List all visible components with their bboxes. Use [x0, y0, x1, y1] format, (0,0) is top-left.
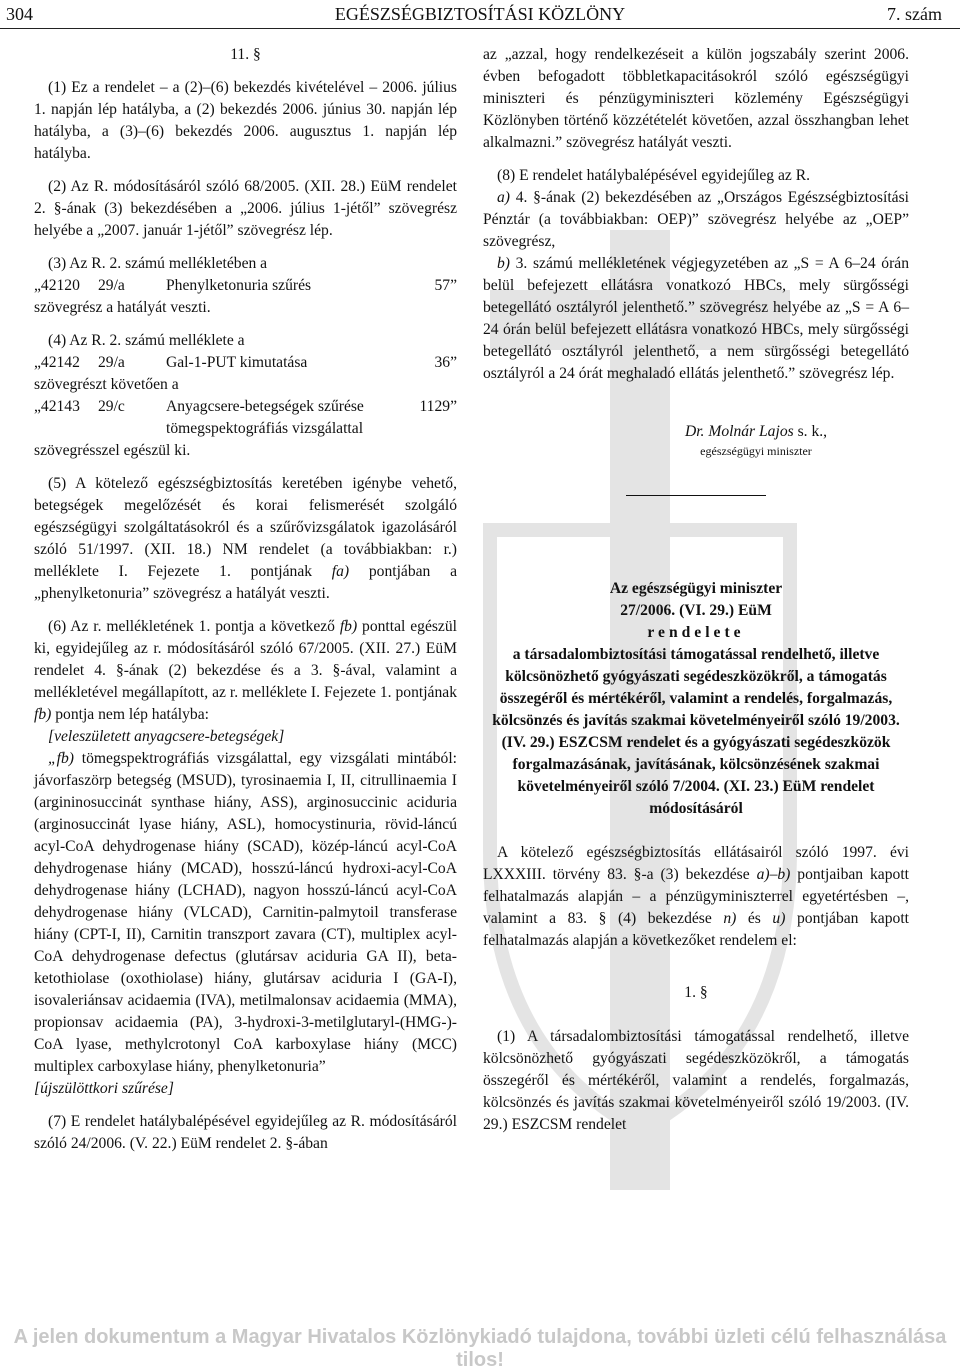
quoted-text: „fb) tömegspektrográfiás vizsgálattal, egy vizsgálati mintából: jávorfaszörp betegség (MSUD), tyrosinaemia I, II, citrullinaemia I (argininosuccinát synthase hiány, ASS), arginosuccinic aciduria (arginosuccinát lyase hiány, ASL), homocystinuria, rövid-láncú acyl-CoA dehydrogenase hiány (SCAD), közép-láncú acyl-CoA dehydrogenase hiány (MCAD), hosszú-láncú hydroxi-acyl-CoA dehydrogenase hiány (LCHAD), nagyon hosszú-láncú acyl-CoA dehydrogenase hiány (VLCAD), Carnitin-palmytoil transferase hiány (CPT-I, II), Carnitin transzport zavara (CT), multiplex acyl-CoA dehydrogenase defectus (glutársav aciduria GA II), beta-ketothiolase (oxothiolase) hiány, glutársav aciduria I (GA-I), isovaleriánsav acidaemia (IVA), metilmalonsav acidaemia (MMA), propionsav acidaemia (PA), 3-hydroxi-3-metilglutaryl-(HMG-)-CoA lyase, methylcrotonyl CoA karboxylase hiány (MCC) multiplex carboxylase hiány, phenylketonuria”	[34, 750, 457, 1075]
point-a: a) 4. §-ának (2) bekezdésében az „Országos Egészségbiztosítási Pénztár (a továbbiakban: OEP)” szövegrész helyébe az „OEP” szövegrész,	[483, 189, 909, 250]
regulation-title: a társadalombiztosítási támogatással rendelhető, illetve kölcsönözhető gyógyászati segédeszközökről, a támogatás összegéről és mértékéről, valamint a rendelés, forgalmazás, kölcsönzés és javítás szakmai követelményeiről szóló 19/2003. (IV. 29.) ESZCSM rendelet és a gyógyászati segédeszközök forgalmazásának, javításának, kölcsönzésének szakmai követelményeiről szóló 7/2004. (XI. 23.) EüM rendelet módosításáról	[492, 646, 900, 817]
paragraph-1-1: (1) A társadalombiztosítási támogatással rendelhető, illetve kölcsönözhető gyógyászati segédeszközökről, a támogatás összegéről és mértékéről, valamint a rendelés, forgalmazás, kölcsönzés és javítás szakmai követelményeiről szóló 19/2003. (IV. 29.) ESZCSM rendelet	[483, 1028, 909, 1133]
code-cell: „42120	[34, 277, 80, 294]
points-cell: 57”	[434, 277, 457, 294]
page-number: 304	[6, 4, 33, 24]
paragraph-11-8: (8) E rendelet hatálybalépésével egyidejűleg az R.	[497, 167, 811, 184]
regulation-type: rendelete	[647, 624, 745, 641]
table-row	[34, 275, 457, 297]
name-cell: Anyagcsere-betegségek szűrése tömegspektográfiás vizsgálattal	[166, 398, 364, 437]
point-b: b) 3. számú mellékletének végjegyzetében az „S = A 6–24 órán belül befejezett ellátásra vonatkozó HBCs, mely sürgősségi betegellátó osztályról jelenthető.” szövegrész helyébe az „S = A 6–24 órán belül befejezett ellátásra vonatkozó HBCs, mely sürgősségi betegellátó osztályról jelenthető, a nem sürgősségi betegellátó osztályról a 24 órát meghaladó ellátás jelenthető.” szövegrész lép.	[483, 255, 909, 382]
code-cell: „42143	[34, 398, 80, 415]
issue-number: 7. szám	[887, 4, 942, 24]
publication-title: EGÉSZSÉGBIZTOSÍTÁSI KÖZLÖNY	[334, 4, 626, 24]
regulation-number: 27/2006. (VI. 29.) EüM	[620, 602, 772, 619]
signatory-name: Dr. Molnár Lajos s. k.,	[684, 423, 828, 440]
paragraph-11-5: (5) A kötelező egészségbiztosítás keretében igénybe vehető, betegségek megelőzését és korai felismerését szolgáló egészségügyi szolgáltatásokról és a szűrővizsgálatok igazolásáról szóló 51/1997. (XII. 18.) NM rendelet (a továbbiakban: r.) melléklete I. Fejezete 1. pontjának fa) pontjában a „phenylketonuria” szövegrész a hatályát veszti.	[34, 475, 457, 602]
paragraph-continuation: az „azzal, hogy rendelkezéseit a külön jogszabály szerint 2006. évben befogadott többletkapacitásokról szóló egészségügyi miniszteri és pénzügyminiszteri közlemény Egészségügyi Közlönyben történő közzétételét követően, azzal összhangban lehet alkalmazni.” szövegrész hatályát veszti.	[483, 46, 909, 151]
left-column	[34, 44, 457, 1155]
paragraph-11-7: (7) E rendelet hatálybalépésével egyidejűleg az R. módosításáról szóló 24/2006. (V. 22.) EüM rendelet 2. §-ában	[34, 1113, 457, 1152]
header-divider	[0, 28, 960, 29]
paragraph-11-1: (1) Ez a rendelet – a (2)–(6) bekezdés kivételével – 2006. július 1. napján lép hatályba, a (2) bekezdés 2006. június 30. napján lép hatályba, a (3)–(6) bekezdés 2006. augusztus 1. napján lép hatályba.	[34, 79, 457, 162]
table-row	[34, 396, 457, 440]
page-header	[0, 0, 960, 30]
paragraph-11-6: (6) Az r. mellékletének 1. pontja a következő fb) ponttal egészül ki, egyidejűleg az r. módosításáról szóló 67/2005. (XII. 27.) EüM rendelet 4. §-ának (2) bekezdése és a 3. §-ával, valamint a mellékletével megállapított, az r. melléklete I. Fejezete 1. pontjának fb) pontja nem lép hatályba:	[34, 618, 457, 723]
table-row	[34, 352, 457, 374]
points-cell: 1129”	[419, 398, 457, 415]
ownership-watermark: A jelen dokumentum a Magyar Hivatalos Közlönykiadó tulajdona, további üzleti célú felhasználása tilos!	[13, 1326, 947, 1371]
paragraph-11-4-outro: szövegrésszel egészül ki.	[34, 442, 191, 459]
quote-end: [újszülöttkori szűrése]	[34, 1080, 174, 1097]
points-cell: 36”	[434, 354, 457, 371]
ref-cell: 29/a	[98, 354, 125, 371]
paragraph-11-3-outro: szövegrész a hatályát veszti.	[34, 299, 211, 316]
paragraph-11-3-intro: (3) Az R. 2. számú mellékletében a	[48, 255, 268, 272]
quote-heading: [veleszületett anyagcsere-betegségek]	[48, 728, 285, 745]
code-cell: „42142	[34, 354, 80, 371]
name-cell: Phenylketonuria szűrés	[166, 277, 312, 294]
ref-cell: 29/c	[98, 398, 125, 415]
paragraph-11-4-mid: szövegrészt követően a	[34, 376, 179, 393]
section-heading-1: 1. §	[684, 984, 708, 1001]
paragraph-11-2: (2) Az R. módosításáról szóló 68/2005. (XII. 28.) EüM rendelet 2. §-ának (3) bekezdésében a „2006. július 1-jétől” szövegrész helyébe a „2007. január 1-jétől” szövegrész lép.	[34, 178, 457, 239]
preamble: A kötelező egészségbiztosítás ellátásairól szóló 1997. évi LXXXIII. törvény 83. §-a (3) bekezdése a)–b) pontjaiban kapott felhatalmazás alapján – a pénzügyminiszterrel egyetértésben –, valamint a 83. § (4) bekezdése n) és u) pontjában kapott felhatalmazás alapján a következőket rendelem el:	[483, 844, 909, 949]
paragraph-11-4-intro: (4) Az R. 2. számú melléklete a	[48, 332, 245, 349]
name-cell: Gal-1-PUT kimutatása	[166, 354, 308, 371]
section-heading-11: 11. §	[230, 46, 261, 63]
regulation-authority: Az egészségügyi miniszter	[609, 580, 783, 597]
right-column	[483, 44, 909, 1136]
signatory-title: egészségügyi miniszter	[700, 444, 812, 458]
ref-cell: 29/a	[98, 277, 125, 294]
